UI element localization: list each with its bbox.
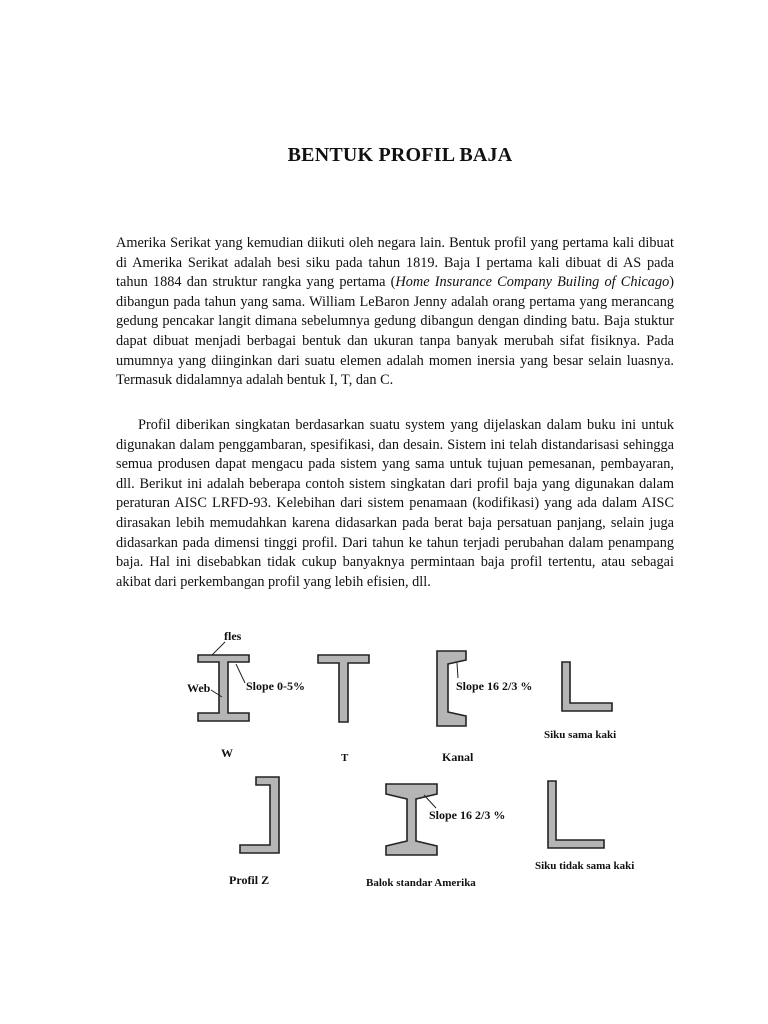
american-beam-diagram — [366, 784, 505, 889]
t-section-diagram — [318, 655, 369, 764]
equal-angle-shape — [562, 662, 612, 711]
w-section-label: W — [221, 746, 233, 760]
w-slope-label: Slope 0-5% — [246, 679, 306, 693]
t-section-label: T — [341, 752, 349, 764]
flange-label: fles — [224, 629, 242, 643]
flange-leader — [212, 642, 225, 655]
channel-slope-label: Slope 16 2/3 % — [456, 679, 533, 693]
equal-angle-label: Siku sama kaki — [544, 729, 617, 741]
channel-slope-leader — [457, 663, 458, 678]
z-section-diagram — [229, 777, 279, 887]
paragraph-1-italic: Home Insurance Company Builing of Chicago — [395, 274, 670, 291]
paragraph-2: Profil diberikan singkatan berdasarkan suatu system yang dijelaskan dalam buku ini untuk digunakan dalam penggambaran, spesifikasi, dan desain. Sistem ini telah distandarisasi sehingga semua produsen dapat mengacu pada sistem yang sama untuk tujuan pemesanan, pembayaran, dll. Berikut ini adalah beberapa contoh sistem singkatan dari profil baja yang digunakan dalam peraturan AISC LRFD-93. Kelebihan dari sistem penamaan (kodifikasi) yang ada dalam AISC dirasakan lebih memudahkan karena didasarkan pada berat baja persatuan panjang, selain juga didasarkan pada dimensi tinggi profil. Dari tahun ke tahun terjadi perubahan dalam penampang baja. Hal ini disebabkan tidak cukup banyaknya permintaan baja profil tertentu, atau sebagai akibat dari perkembangan profil yang lebih efisien, dll. — [116, 417, 674, 590]
w-section-diagram — [187, 629, 305, 760]
unequal-angle-label: Siku tidak sama kaki — [535, 860, 635, 872]
paragraph-1-text-b: ) dibangun pada tahun yang sama. William LeBaron Jenny adalah orang pertama yang merancang gedung pencakar langit dimana sebelumnya gedung dibangun dengan dinding batu. Baja stuktur dapat dibuat menjadi berbagai bentuk dan ukuran tanpa banyak merubah sifat fisiknya. Pada umumnya yang diinginkan dari suatu elemen adalah momen inersia yang besar selain luasnya. Termasuk didalamnya adalah bentuk I, T, dan C. — [116, 274, 675, 389]
american-beam-label: Balok standar Amerika — [366, 877, 476, 889]
channel-label: Kanal — [442, 750, 474, 764]
beam-slope-leader — [424, 795, 436, 808]
slope-leader — [236, 664, 245, 683]
beam-slope-label: Slope 16 2/3 % — [429, 808, 506, 822]
t-section-shape — [318, 655, 369, 722]
page-title: BENTUK PROFIL BAJA — [287, 144, 513, 166]
equal-angle-diagram — [544, 662, 616, 741]
web-label: Web — [187, 681, 211, 695]
paragraph-1-text-a: Amerika Serikat yang kemudian diikuti oleh negara lain. Bentuk profil yang pertama kali dibuat di Amerika Serikat adalah besi siku pada tahun 1819. Baja I pertama kali dibuat di AS pada tahun 1884 dan struktur rangka yang pertama ( — [116, 235, 674, 291]
channel-diagram — [437, 651, 532, 764]
z-section-shape — [240, 777, 279, 853]
z-section-label: Profil Z — [229, 873, 270, 887]
unequal-angle-shape — [548, 781, 604, 848]
unequal-angle-diagram — [535, 781, 634, 872]
